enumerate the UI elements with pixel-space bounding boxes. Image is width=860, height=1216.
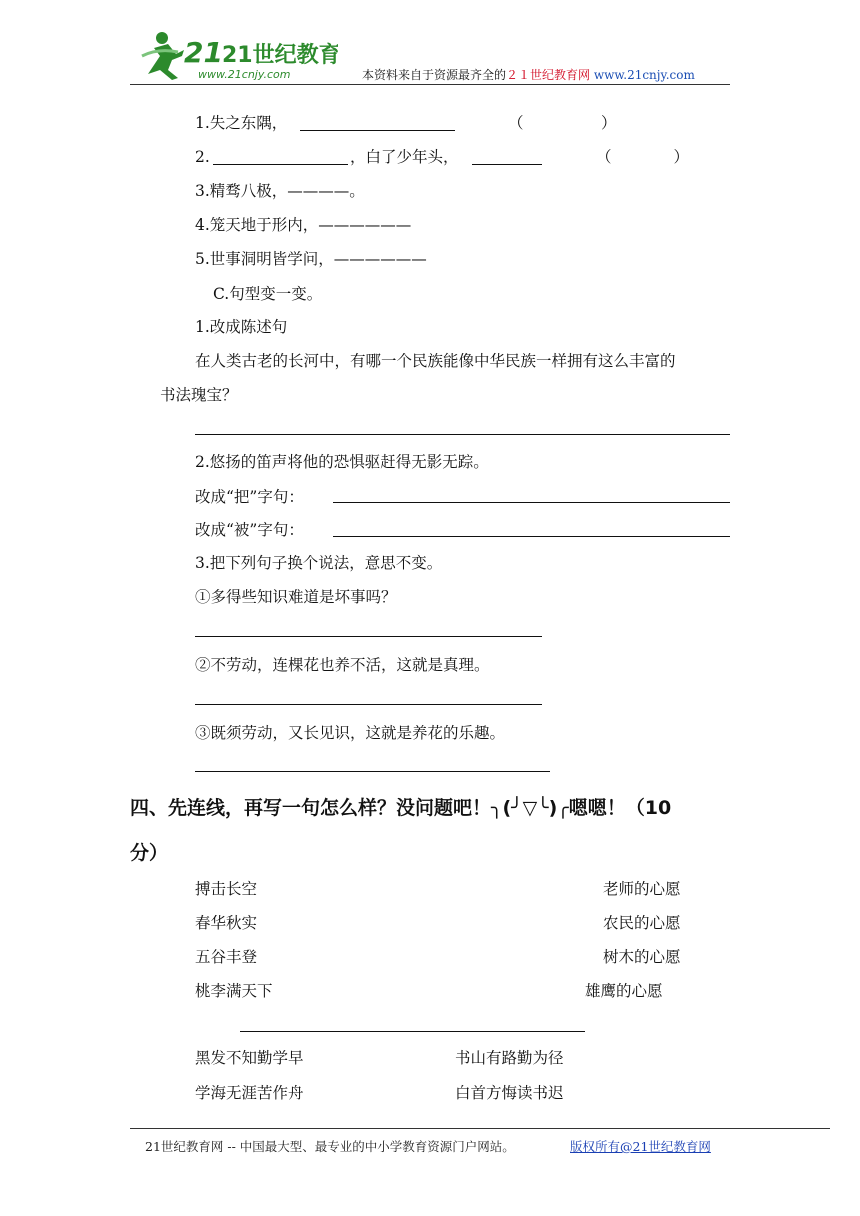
answer-line[interactable] bbox=[195, 636, 542, 637]
answer-line[interactable] bbox=[333, 502, 730, 503]
answer-line[interactable] bbox=[300, 130, 455, 131]
answer-line[interactable] bbox=[472, 164, 542, 165]
proverb-2-middle: ，白了少年头， bbox=[350, 148, 459, 166]
q3-label: 3.把下列句子换个说法，意思不变。 bbox=[195, 554, 443, 572]
header-rule bbox=[130, 84, 730, 85]
match-right-item[interactable]: 农民的心愿 bbox=[603, 914, 681, 932]
footer-copyright-link[interactable]: 版权所有@21世纪教育网 bbox=[570, 1139, 711, 1154]
match-right-item[interactable]: 雄鹰的心愿 bbox=[585, 982, 663, 1000]
proverb-1: 1.失之东隅， bbox=[195, 114, 288, 132]
q1-label: 1.改成陈述句 bbox=[195, 318, 288, 336]
match-left-item[interactable]: 桃李满天下 bbox=[195, 982, 273, 1000]
q3-item-1: ①多得些知识难道是坏事吗？ bbox=[195, 588, 397, 606]
runner-logo-icon bbox=[138, 26, 338, 86]
proverb-4: 4.笼天地于形内，—————— bbox=[195, 216, 412, 234]
footer-text: 21世纪教育网 -- 中国最大型、最专业的中小学教育资源门户网站。 bbox=[145, 1139, 515, 1154]
q2-bei-label: 改成“被”字句： bbox=[195, 521, 304, 539]
match-left-item[interactable]: 搏击长空 bbox=[195, 880, 258, 898]
match-left-item[interactable]: 春华秋实 bbox=[195, 914, 258, 932]
pair-right-item[interactable]: 书山有路勤为径 bbox=[455, 1049, 564, 1067]
svg-text:21: 21 bbox=[184, 36, 223, 69]
answer-line[interactable] bbox=[195, 704, 542, 705]
header-tagline bbox=[362, 66, 695, 83]
answer-line[interactable] bbox=[195, 434, 730, 435]
svg-text:21世纪教育: 21世纪教育 bbox=[222, 43, 338, 68]
answer-line[interactable] bbox=[213, 164, 348, 165]
proverb-2-paren[interactable]: （ ） bbox=[596, 148, 690, 166]
match-right-item[interactable]: 树木的心愿 bbox=[603, 948, 681, 966]
answer-line[interactable] bbox=[333, 536, 730, 537]
tagline-url[interactable]: www.21cnjy.com bbox=[593, 68, 695, 82]
pair-left-item[interactable]: 黑发不知勤学早 bbox=[195, 1049, 304, 1067]
proverb-1-paren[interactable]: （ ） bbox=[508, 114, 617, 132]
proverb-5: 5.世事洞明皆学问，—————— bbox=[195, 250, 427, 268]
footer-rule bbox=[130, 1128, 830, 1129]
answer-line[interactable] bbox=[195, 771, 550, 772]
tagline-brand: ２１世纪教育网 bbox=[506, 68, 591, 82]
tagline-prefix: 本资料来自于资源最齐全的 bbox=[362, 68, 507, 82]
q3-item-2: ②不劳动，连棵花也养不活，这就是真理。 bbox=[195, 656, 490, 674]
site-logo bbox=[138, 26, 338, 86]
svg-text:www.21cnjy.com: www.21cnjy.com bbox=[198, 68, 291, 81]
q1-sentence-line2: 书法瑰宝？ bbox=[160, 386, 238, 404]
section-four-title: 四、先连线，再写一句怎么样？没问题吧！╮(╯▽╰)╭嗯嗯！（10 bbox=[130, 797, 672, 819]
q2-label: 2.悠扬的笛声将他的恐惧驱赶得无影无踪。 bbox=[195, 453, 489, 471]
q2-ba-label: 改成“把”字句： bbox=[195, 488, 304, 506]
proverb-2: 2. bbox=[195, 148, 210, 166]
section-four-title-cont: 分） bbox=[130, 842, 169, 864]
q1-sentence-line1: 在人类古老的长河中，有哪一个民族能像中华民族一样拥有这么丰富的 bbox=[195, 352, 676, 370]
pair-left-item[interactable]: 学海无涯苦作舟 bbox=[195, 1084, 304, 1102]
match-right-item[interactable]: 老师的心愿 bbox=[603, 880, 681, 898]
match-left-item[interactable]: 五谷丰登 bbox=[195, 948, 258, 966]
proverb-3: 3.精骛八极，————。 bbox=[195, 182, 365, 200]
q3-item-3: ③既须劳动，又长见识，这就是养花的乐趣。 bbox=[195, 724, 506, 742]
answer-line[interactable] bbox=[240, 1031, 585, 1032]
pair-right-item[interactable]: 白首方悔读书迟 bbox=[455, 1084, 564, 1102]
section-c-title: C.句型变一变。 bbox=[213, 285, 323, 303]
